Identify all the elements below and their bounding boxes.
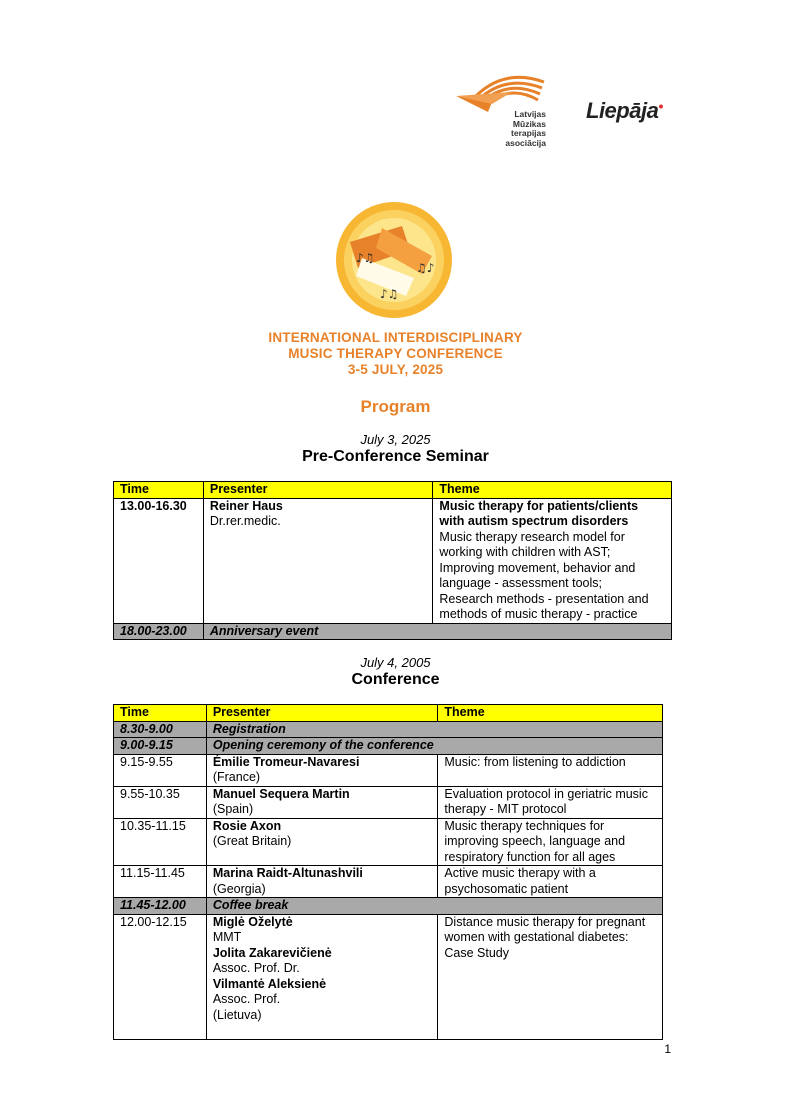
session-label: Registration	[206, 721, 662, 738]
day2-date: July 4, 2005	[360, 655, 431, 670]
presenter-cell	[206, 754, 438, 786]
column-header-theme: Theme	[433, 482, 672, 499]
presenter-name: Émilie Tromeur-Navaresi	[212, 754, 360, 769]
session-time: 8.30-9.00	[114, 721, 207, 738]
presenter-cell	[203, 498, 433, 623]
session-time: 18.00-23.00	[114, 623, 204, 640]
theme-cell: Evaluation protocol in geriatric music therapy - MIT protocol	[438, 786, 663, 818]
theme-title: Music therapy for patients/clients with autism spectrum disorders	[439, 498, 639, 528]
presenter-name: Jolita Zakarevičienė	[212, 945, 332, 960]
conference-dates: 3-5 JULY, 2025	[347, 362, 444, 377]
session-label: Opening ceremony of the conference	[206, 738, 662, 755]
svg-text:♫♪: ♫♪	[416, 261, 435, 275]
theme-cell: Music: from listening to addiction	[438, 754, 663, 786]
presenter-country: (Great Britain)	[212, 834, 292, 848]
day2-section-title: Conference	[351, 671, 440, 688]
session-time: 13.00-16.30	[114, 498, 204, 623]
column-header-presenter: Presenter	[206, 705, 438, 722]
column-header-time: Time	[114, 482, 204, 499]
column-header-presenter: Presenter	[203, 482, 433, 499]
presenter-name: Rosie Axon	[212, 818, 282, 833]
coffee-break-row	[114, 898, 663, 915]
table-row	[114, 498, 672, 623]
conference-logo	[332, 198, 456, 322]
table-row	[114, 818, 663, 866]
day1-date: July 3, 2025	[360, 432, 431, 447]
conference-title-line2: MUSIC THERAPY CONFERENCE	[288, 346, 503, 361]
presenter-title: Dr.rer.medic.	[209, 514, 281, 528]
table-row	[114, 914, 663, 1039]
program-title: Program	[360, 397, 431, 416]
theme-line: Music therapy research model for working with children with AST;	[439, 529, 625, 559]
theme-cell	[433, 498, 672, 623]
presenter-cell	[206, 866, 438, 898]
session-time: 10.35-11.15	[114, 818, 207, 866]
session-time: 11.45-12.00	[114, 898, 207, 915]
presenter-title: MMT	[212, 930, 242, 944]
presenter-name: Manuel Sequera Martin	[212, 786, 350, 801]
column-header-time: Time	[114, 705, 207, 722]
theme-cell: Distance music therapy for pregnant women with gestational diabetes: Case Study	[438, 914, 663, 1039]
session-label: Anniversary event	[203, 623, 671, 640]
svg-text:♪♫: ♪♫	[380, 287, 399, 301]
association-logo-text: Latvijas Mūzikas terapijas asociācija	[505, 109, 546, 148]
table-row	[114, 866, 663, 898]
session-time: 12.00-12.15	[114, 914, 207, 1039]
presenter-country: (France)	[212, 770, 261, 784]
conference-table	[113, 704, 663, 1040]
theme-line: Research methods - presentation and methods of music therapy - practice	[439, 591, 649, 621]
session-time: 11.15-11.45	[114, 866, 207, 898]
presenter-title: Assoc. Prof. Dr.	[212, 961, 300, 975]
page-number: 1	[664, 1042, 671, 1056]
conference-title-line1: INTERNATIONAL INTERDISCIPLINARY	[268, 330, 523, 345]
presenter-cell	[206, 914, 438, 1039]
registration-row	[114, 721, 663, 738]
table-header-row	[114, 482, 672, 499]
anniversary-row	[114, 623, 672, 640]
session-time: 9.55-10.35	[114, 786, 207, 818]
column-header-theme: Theme	[438, 705, 663, 722]
day1-section-title: Pre-Conference Seminar	[302, 448, 489, 465]
presenter-name: Marina Raidt-Altunashvili	[212, 866, 363, 880]
session-time: 9.00-9.15	[114, 738, 207, 755]
presenter-name: Vilmantė Aleksienė	[212, 976, 327, 991]
table-row	[114, 786, 663, 818]
presenter-country: (Spain)	[212, 802, 254, 816]
theme-cell: Active music therapy with a psychosomatic patient	[438, 866, 663, 898]
table-header-row	[114, 705, 663, 722]
table-row	[114, 754, 663, 786]
session-label: Coffee break	[206, 898, 662, 915]
presenter-title: Assoc. Prof.	[212, 992, 281, 1006]
liepaja-logo: Liepāja•	[586, 98, 663, 123]
presenter-cell	[206, 818, 438, 866]
presenter-country: (Lietuva)	[212, 1007, 262, 1022]
theme-line: Improving movement, behavior and language - assessment tools;	[439, 560, 636, 590]
theme-cell: Music therapy techniques for improving speech, language and respiratory function for all ages	[438, 818, 663, 866]
session-time: 9.15-9.55	[114, 754, 207, 786]
opening-row	[114, 738, 663, 755]
svg-text:♪♫: ♪♫	[356, 251, 375, 265]
presenter-cell	[206, 786, 438, 818]
presenter-name: Reiner Haus	[209, 498, 283, 513]
presenter-name: Miglė Oželytė	[212, 914, 293, 929]
pre-conference-table	[113, 481, 672, 640]
presenter-country: (Georgia)	[212, 881, 266, 896]
